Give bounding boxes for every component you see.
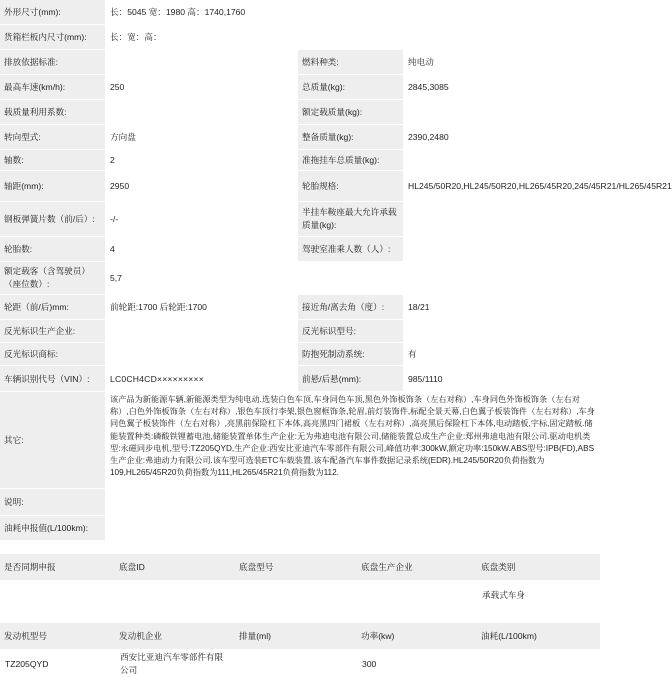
chassis-header-maker: 底盘生产企业 [357,554,477,580]
row-load [0,100,600,125]
engine-header-power: 功率(kw) [357,623,477,649]
label-reflect-model: 反光标识型号: [298,320,403,342]
label-max-speed: 最高车速(km/h): [0,75,105,99]
label-cab-seats: 驾驶室准乘人数（人）: [298,237,403,261]
label-reflect-brand: 反光标识商标: [0,343,105,365]
chassis-header-sync: 是否同期申报 [0,554,115,580]
row-speed-mass [0,75,600,100]
label-reflect-maker: 反光标识生产企业: [0,320,105,342]
value-trailer-mass [403,150,600,170]
value-fuel-report [105,516,600,540]
value-track: 前轮距:1700 后轮距:1700 [105,295,298,319]
label-approach: 接近角/离去角（度）: [298,295,403,319]
label-tire: 轮胎规格: [298,171,403,201]
row-reflect-brand [0,343,600,366]
value-steering: 方向盘 [105,125,298,149]
row-vin [0,366,600,392]
chassis-cell-type: 承载式车身 [477,581,600,609]
label-remark: 说明: [0,489,105,515]
value-axles: 2 [105,150,298,170]
value-reflect-maker [105,320,298,342]
value-fuel: 纯电动 [403,50,600,74]
chassis-cell-id [115,581,235,609]
spacer [0,610,600,622]
chassis-header-model: 底盘型号 [235,554,357,580]
label-spring: 钢板弹簧片数（前/后）: [0,202,105,236]
engine-header-row [0,623,600,650]
value-approach: 18/21 [403,295,600,319]
engine-header-fuel: 油耗(L/100km) [477,623,600,649]
value-abs: 有 [403,343,600,365]
value-remark [105,489,600,515]
label-wheelbase: 轴距(mm): [0,171,105,201]
engine-header-model: 发动机型号 [0,623,115,649]
label-saddle: 半挂车鞍座最大允许承载质量(kg): [298,202,403,236]
value-rated-passengers: 5,7 [105,262,600,294]
label-overhang: 前悬/后悬(mm): [298,366,403,391]
label-trailer-mass: 准拖挂车总质量(kg): [298,150,403,170]
label-vin: 车辆识别代号（VIN）: [0,366,105,391]
value-reflect-brand [105,343,298,365]
label-outer-size: 外形尺寸(mm): [0,0,105,24]
value-vin: LC0CH4CD××××××××× [105,366,298,391]
row-track [0,295,600,320]
engine-cell-power: 300 [357,650,477,677]
chassis-cell-sync [0,581,115,609]
label-tires-count: 轮胎数: [0,237,105,261]
engine-cell-displacement [235,650,357,677]
value-overhang: 985/1110 [403,366,600,391]
row-steering [0,125,600,150]
value-load-util [105,100,298,124]
label-steering: 转向型式: [0,125,105,149]
chassis-header-row [0,554,600,581]
value-other [105,392,600,488]
other-text: 该产品为新能源车辆,新能源类型为纯电动.选装白色车顶,车身同色车顶,黑色外饰板饰条（左右对称）,车身同色外饰板饰条（左右对称）,白色外饰板饰条（左右对称）,银色车顶行李架,银色窗框饰条,轮眉,前灯装饰件,标配全景天幕,白色翼子板装饰件（左右对称）,车身同色翼子板装饰件（左右对称）,亮黑前保险杠下本体,高亮黑四门裙板（左右对称）,高亮黑后保险杠下本体,电动踏板,字标,固定踏板.储能装置种类:磷酸铁锂蓄电池,储能装置单体生产企业:无为弗迪电池有限公司,储能装置总成生产企业:郑州弗迪电池有限公司.驱动电机类型:永磁同步电机,型号:TZ205QYD,生产企业:西安比亚迪汽车零部件有限公司,峰值功率:300kW,额定功率:150kW.ABS型号:IPB(FD),ABS生产企业:弗迪动力有限公司.该车型可选装ETC车载装置.该车配备汽车事件数据记录系统(EDR).HL245/50R20负荷指数为109,HL265/45R20负荷指数为111,HL265/45R21负荷指数为112. [110,395,595,478]
value-saddle [403,202,600,236]
engine-header-maker: 发动机企业 [115,623,235,649]
row-remark [0,489,600,516]
chassis-header-type: 底盘类别 [477,554,600,580]
label-cargo-size: 货箱栏板内尺寸(mm): [0,25,105,49]
value-spring: -/- [105,202,298,236]
label-total-mass: 总质量(kg): [298,75,403,99]
value-outer-size: 长：5045 宽：1980 高：1740,1760 [105,0,600,24]
spacer [0,541,600,553]
engine-data-row [0,650,600,677]
label-load-util: 载质量利用系数: [0,100,105,124]
value-rated-load [403,100,600,124]
label-abs: 防抱死制动系统: [298,343,403,365]
row-reflect-maker [0,320,600,343]
row-fuel-report [0,516,600,541]
chassis-header-id: 底盘ID [115,554,235,580]
row-emission-fuel [0,50,600,75]
value-cargo-size: 长：宽：高： [105,25,600,49]
row-tires-count [0,237,600,262]
label-fuel-report: 油耗申报值(L/100km): [0,516,105,540]
row-outer-size [0,0,600,25]
value-wheelbase: 2950 [105,171,298,201]
chassis-cell-maker [357,581,477,609]
row-rated-passengers [0,262,600,295]
value-total-mass: 2845,3085 [403,75,600,99]
value-curb-mass: 2390,2480 [403,125,600,149]
chassis-cell-model [235,581,357,609]
value-tires-count: 4 [105,237,298,261]
label-emission: 排放依据标准: [0,50,105,74]
engine-cell-model: TZ205QYD [0,650,115,677]
label-curb-mass: 整备质量(kg): [298,125,403,149]
engine-header-displacement: 排量(ml) [235,623,357,649]
value-cab-seats [403,237,600,261]
value-tire: HL245/50R20,HL245/50R20,HL265/45R20,245/45R21/HL265/45R21 [403,171,600,201]
value-reflect-model [403,320,600,342]
value-emission [105,50,298,74]
row-axles [0,150,600,171]
label-axles: 轴数: [0,150,105,170]
engine-cell-fuel [477,650,600,677]
row-cargo-size [0,25,600,50]
label-track: 轮距（前/后)mm: [0,295,105,319]
label-other: 其它: [0,392,105,488]
label-rated-passengers: 额定载客（含驾驶员）（座位数）: [0,262,105,294]
row-other [0,392,600,489]
chassis-data-row [0,581,600,610]
label-fuel: 燃料种类: [298,50,403,74]
row-spring [0,202,600,237]
value-max-speed: 250 [105,75,298,99]
label-rated-load: 额定载质量(kg): [298,100,403,124]
row-wheelbase [0,171,672,202]
engine-cell-maker: 西安比亚迪汽车零部件有限公司 [115,650,235,677]
